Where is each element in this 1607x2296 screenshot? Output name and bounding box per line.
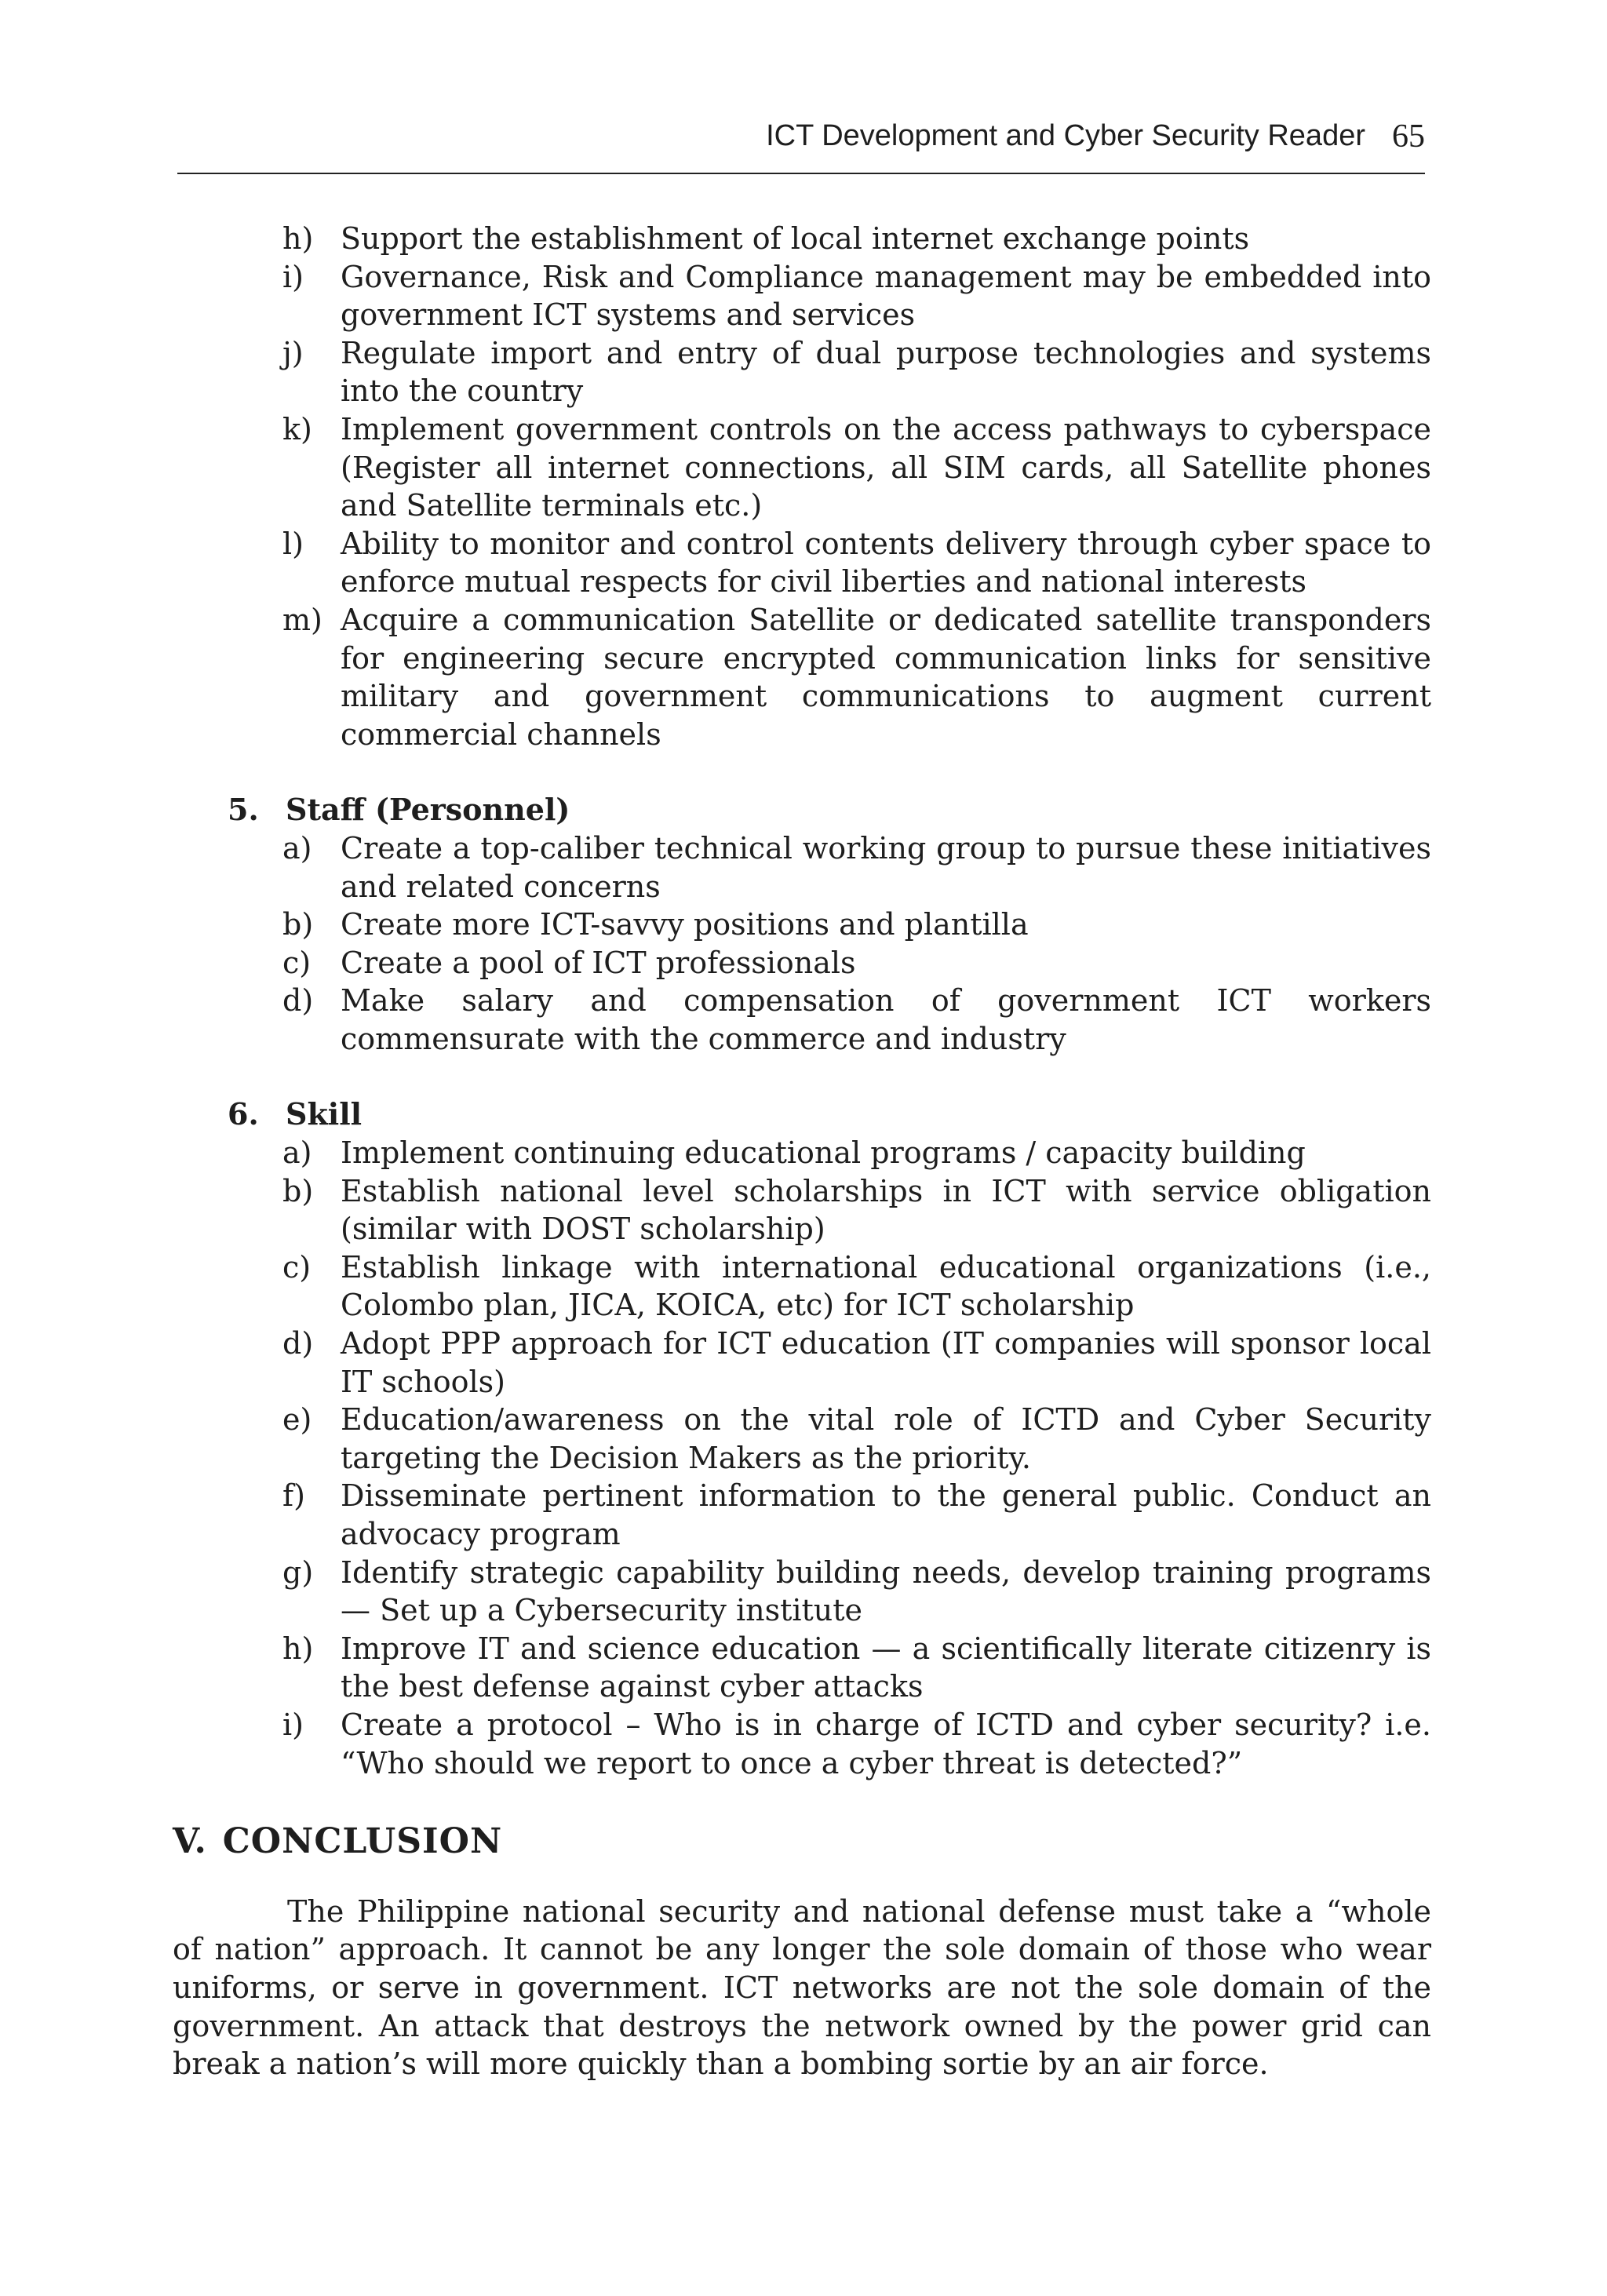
item-label: i) <box>282 259 304 294</box>
list-item <box>173 906 1431 944</box>
item-text: Make salary and compensation of government ICT workers commensurate with the commerce and industry <box>341 983 1431 1056</box>
running-header <box>177 110 1425 174</box>
item-text: Create a pool of ICT professionals <box>341 945 856 980</box>
item-text: Disseminate pertinent information to the general public. Conduct an advocacy program <box>341 1478 1431 1551</box>
list-item <box>173 601 1431 753</box>
item-label: b) <box>282 907 314 942</box>
item-text: Implement government controls on the access pathways to cyberspace (Register all internet connections, all SIM cards, all Satellite phones and Satellite terminals etc.) <box>341 411 1431 523</box>
item-text: Education/awareness on the vital role of ICTD and Cyber Security targeting the Decision Makers as the priority. <box>341 1402 1431 1475</box>
item-label: c) <box>282 1249 312 1285</box>
conclusion-paragraph: The Philippine national security and national defense must take a “whole of nation” approach. It cannot be any longer the sole domain of those who wear uniforms, or serve in government. ICT networks are not the sole domain of the government. An attack that destroys the network owned by the power grid can break a nation’s will more quickly than a bombing sortie by an air force. <box>173 1893 1431 2082</box>
item-text: Adopt PPP approach for ICT education (IT companies will sponsor local IT schools) <box>341 1326 1431 1399</box>
item-label: a) <box>282 1135 312 1171</box>
section-number: 6. <box>228 1096 259 1132</box>
list-item <box>173 410 1431 525</box>
chapter-number: V. <box>173 1821 207 1862</box>
item-label: e) <box>282 1402 312 1438</box>
list-item <box>173 220 1431 258</box>
item-label: m) <box>282 602 322 637</box>
list-item <box>173 982 1431 1058</box>
list-item <box>173 1134 1431 1172</box>
item-label: k) <box>282 411 312 446</box>
staff-list <box>173 829 1431 1059</box>
item-label: a) <box>282 830 312 866</box>
list-item <box>173 258 1431 334</box>
item-label: h) <box>282 1631 314 1666</box>
list-item <box>173 1554 1431 1630</box>
item-label: d) <box>282 983 314 1019</box>
section-heading-staff <box>173 791 1431 829</box>
list-item <box>173 829 1431 906</box>
item-text: Acquire a communication Satellite or dedicated satellite transponders for engineering secure encrypted communication links for sensitive military and government communications to augment current commercial channels <box>341 602 1431 752</box>
continued-list <box>173 220 1431 753</box>
section-title: Staff (Personnel) <box>286 792 570 828</box>
section-title: Skill <box>286 1096 363 1132</box>
list-item <box>173 1401 1431 1477</box>
item-text: Implement continuing educational programs / capacity building <box>341 1135 1306 1171</box>
page-number: 65 <box>1392 118 1425 155</box>
item-text: Establish linkage with international educational organizations (i.e., Colombo plan, JICA, KOICA, etc) for ICT scholarship <box>341 1249 1431 1323</box>
list-item <box>173 1630 1431 1706</box>
skill-list <box>173 1134 1431 1782</box>
item-text: Create a top-caliber technical working group to pursue these initiatives and related concerns <box>341 830 1431 904</box>
item-text: Identify strategic capability building needs, develop training programs— Set up a Cybersecurity institute <box>341 1554 1431 1628</box>
item-label: b) <box>282 1173 314 1208</box>
section-heading-skill <box>173 1095 1431 1134</box>
item-label: l) <box>282 526 304 561</box>
running-title: ICT Development and Cyber Security Reader <box>766 119 1365 152</box>
list-item <box>173 1325 1431 1401</box>
list-item <box>173 334 1431 410</box>
item-label: h) <box>282 221 314 256</box>
item-text: Create more ICT-savvy positions and plantilla <box>341 907 1029 942</box>
body-text <box>173 220 1431 2083</box>
item-label: c) <box>282 945 312 980</box>
item-text: Support the establishment of local internet exchange points <box>341 221 1250 256</box>
item-text: Establish national level scholarships in ICT with service obligation (similar with DOST scholarship) <box>341 1173 1431 1247</box>
list-item <box>173 944 1431 982</box>
item-text: Improve IT and science education — a scientifically literate citizenry is the best defense against cyber attacks <box>341 1631 1431 1704</box>
list-item <box>173 1248 1431 1325</box>
item-label: f) <box>282 1478 305 1514</box>
list-item <box>173 1706 1431 1782</box>
section-number: 5. <box>228 792 259 828</box>
item-label: j) <box>282 335 304 370</box>
item-label: g) <box>282 1554 314 1590</box>
chapter-title: CONCLUSION <box>222 1821 503 1862</box>
list-item <box>173 1172 1431 1248</box>
item-text: Ability to monitor and control contents delivery through cyber space to enforce mutual respects for civil liberties and national interests <box>341 526 1431 600</box>
item-text: Create a protocol – Who is in charge of ICTD and cyber security? i.e. “Who should we report to once a cyber threat is detected?” <box>341 1707 1431 1780</box>
list-item <box>173 1477 1431 1553</box>
item-text: Governance, Risk and Compliance management may be embedded into government ICT systems and services <box>341 259 1431 333</box>
item-text: Regulate import and entry of dual purpose technologies and systems into the country <box>341 335 1431 409</box>
item-label: i) <box>282 1707 304 1742</box>
chapter-heading-conclusion <box>173 1823 1431 1861</box>
item-label: d) <box>282 1326 314 1361</box>
list-item <box>173 525 1431 601</box>
